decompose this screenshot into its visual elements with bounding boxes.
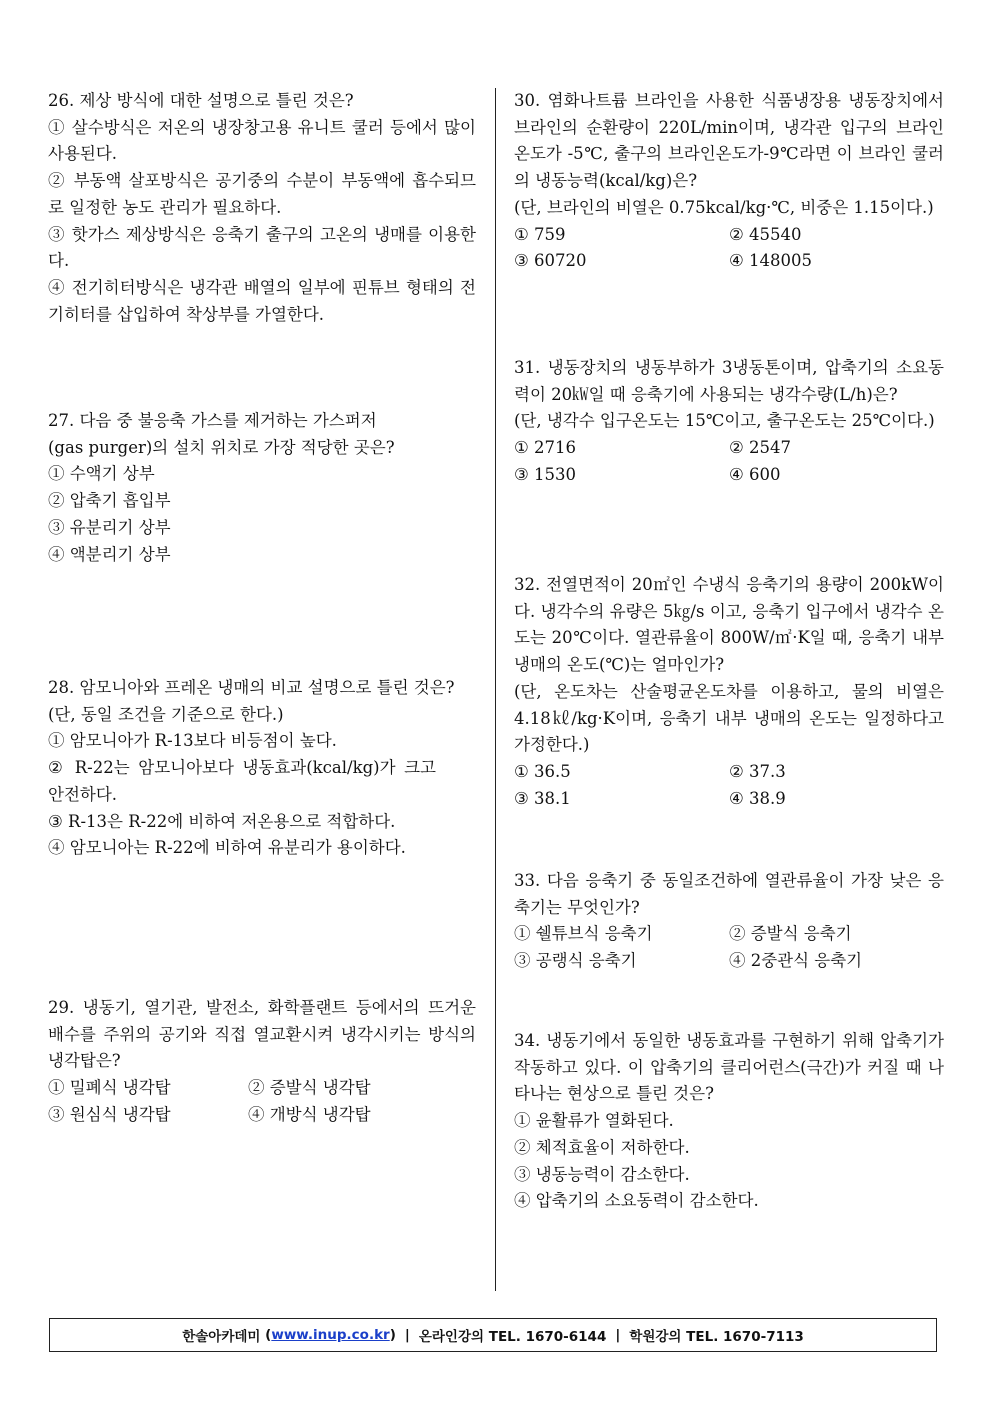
option-1: ① 밀폐식 냉각탑 xyxy=(48,1078,171,1098)
option-4: ④ 압축기의 소요동력이 감소한다. xyxy=(514,1191,759,1211)
options-grid xyxy=(514,921,944,974)
question-note: (단, 동일 조건을 기준으로 한다.) xyxy=(48,704,284,724)
question-note: (단, 브라인의 비열은 0.75kcal/kg·℃, 비중은 1.15이다.) xyxy=(514,197,934,217)
option-1: ① 36.5 xyxy=(514,761,571,781)
question-26 xyxy=(48,88,476,328)
option-4: ④ 38.9 xyxy=(729,788,786,808)
option-2: ② 부동액 살포방식은 공기중의 수분이 부동액에 흡수되므로 일정한 농도 관리가 필요하다. xyxy=(48,171,476,217)
options-grid xyxy=(514,759,944,812)
question-33 xyxy=(514,868,944,975)
question-stem: 34. 냉동기에서 동일한 냉동효과를 구현하기 위해 압축기가 작동하고 있다. 이 압축기의 클리어런스(극간)가 커질 때 나타나는 현상으로 틀린 것은? xyxy=(514,1031,944,1104)
option-2: ② 45540 xyxy=(729,224,802,244)
question-30 xyxy=(514,88,944,275)
paren-open: ( xyxy=(260,1327,272,1343)
option-3: ③ 핫가스 제상방식은 응축기 출구의 고온의 냉매를 이용한다. xyxy=(48,224,476,271)
question-32 xyxy=(514,572,944,812)
question-27 xyxy=(48,408,476,568)
option-4: ④ 2중관식 응축기 xyxy=(729,951,863,971)
option-2: ② 37.3 xyxy=(729,761,786,781)
option-1: ① 수액기 상부 xyxy=(48,464,155,484)
option-2: ② 압축기 흡입부 xyxy=(48,491,171,511)
option-4: ④ 액분리기 상부 xyxy=(48,544,171,564)
option-1: ① 윤활류가 열화된다. xyxy=(514,1111,674,1131)
option-4: ④ 개방식 냉각탑 xyxy=(248,1104,371,1124)
question-29 xyxy=(48,995,476,1129)
option-2: ② R-22는 암모니아보다 냉동효과(kcal/kg)가 크고 안전하다. xyxy=(48,758,436,804)
option-3: ③ 원심식 냉각탑 xyxy=(48,1104,171,1124)
option-1: ① 쉘튜브식 응축기 xyxy=(514,924,653,944)
question-stem: 27. 다음 중 불응축 가스를 제거하는 가스퍼저 xyxy=(48,411,377,430)
question-34 xyxy=(514,1028,944,1215)
option-2: ② 증발식 냉각탑 xyxy=(248,1078,371,1098)
option-4: ④ 148005 xyxy=(729,251,813,271)
option-3: ③ 1530 xyxy=(514,464,577,484)
question-stem: 30. 염화나트륨 브라인을 사용한 식품냉장용 냉동장치에서 브라인의 순환량이 220L/min이며, 냉각관 입구의 브라인 온도가 -5℃, 출구의 브라인온도가-9℃라면 이 브라인 쿨러의 냉동능력(kcal/kg)은? xyxy=(514,91,944,191)
question-stem: 28. 암모니아와 프레온 냉매의 비교 설명으로 틀린 것은? xyxy=(48,678,455,697)
column-divider xyxy=(495,88,496,1291)
option-1: ① 759 xyxy=(514,224,566,244)
option-3: ③ 공랭식 응축기 xyxy=(514,951,637,971)
question-stem: 29. 냉동기, 열기관, 발전소, 화학플랜트 등에서의 뜨거운 배수를 주위의 공기와 직접 열교환시켜 냉각시키는 방식의 냉각탑은? xyxy=(48,998,476,1071)
options-grid xyxy=(514,222,944,275)
question-31 xyxy=(514,355,944,489)
option-3: ③ 냉동능력이 감소한다. xyxy=(514,1164,690,1184)
option-3: ③ 60720 xyxy=(514,251,587,271)
question-28 xyxy=(48,675,476,862)
option-4: ④ 600 xyxy=(729,464,781,484)
footer-banner xyxy=(49,1318,937,1352)
question-stem: 31. 냉동장치의 냉동부하가 3냉동톤이며, 압축기의 소요동력이 20㎾일 때 응축기에 사용되는 냉각수량(L/h)은? xyxy=(514,358,944,404)
option-1: ① 살수방식은 저온의 냉장창고용 유니트 쿨러 등에서 많이 사용된다. xyxy=(48,117,476,164)
question-stem: 33. 다음 응축기 중 동일조건하에 열관류율이 가장 낮은 응축기는 무엇인가? xyxy=(514,871,944,917)
paren-close: ) xyxy=(389,1327,396,1343)
options-grid xyxy=(514,435,944,488)
option-2: ② 증발식 응축기 xyxy=(729,924,852,944)
option-3: ③ 유분리기 상부 xyxy=(48,517,171,537)
option-3: ③ 38.1 xyxy=(514,788,571,808)
option-4: ④ 전기히터방식은 냉각관 배열의 일부에 핀튜브 형태의 전기히터를 삽입하여 착상부를 가열한다. xyxy=(48,277,476,324)
option-3: ③ R-13은 R-22에 비하여 저온용으로 적합하다. xyxy=(48,811,396,831)
option-1: ① 2716 xyxy=(514,438,577,458)
offline-phone: 학원강의 TEL. 1670-7113 xyxy=(629,1329,804,1345)
option-2: ② 체적효율이 저하한다. xyxy=(514,1137,690,1157)
question-note: (단, 온도차는 산술평균온도차를 이용하고, 물의 비열은 4.18㎘/kg·K이며, 응축기 내부 냉매의 온도는 일정하다고 가정한다.) xyxy=(514,681,944,755)
option-2: ② 2547 xyxy=(729,438,792,458)
question-stem-continued: (gas purger)의 설치 위치로 가장 적당한 곳은? xyxy=(48,437,395,457)
separator: | xyxy=(615,1327,621,1343)
academy-name: 한솔아카데미 xyxy=(182,1329,261,1345)
separator: | xyxy=(404,1327,410,1343)
option-4: ④ 암모니아는 R-22에 비하여 유분리가 용이하다. xyxy=(48,838,406,858)
question-note: (단, 냉각수 입구온도는 15℃이고, 출구온도는 25℃이다.) xyxy=(514,411,935,431)
question-stem: 32. 전열면적이 20㎡인 수냉식 응축기의 용량이 200kW이다. 냉각수의 유량은 5㎏/s 이고, 응축기 입구에서 냉각수 온도는 20℃이다. 열관류율이 800W/㎡·K일 때, 응축기 내부 냉매의 온도(℃)는 얼마인가? xyxy=(514,575,944,675)
option-1: ① 암모니아가 R-13보다 비등점이 높다. xyxy=(48,731,337,751)
website-link[interactable]: www.inup.co.kr xyxy=(271,1327,390,1343)
online-phone: 온라인강의 TEL. 1670-6144 xyxy=(418,1329,607,1345)
question-stem: 26. 제상 방식에 대한 설명으로 틀린 것은? xyxy=(48,91,354,110)
options-grid xyxy=(48,1075,476,1128)
